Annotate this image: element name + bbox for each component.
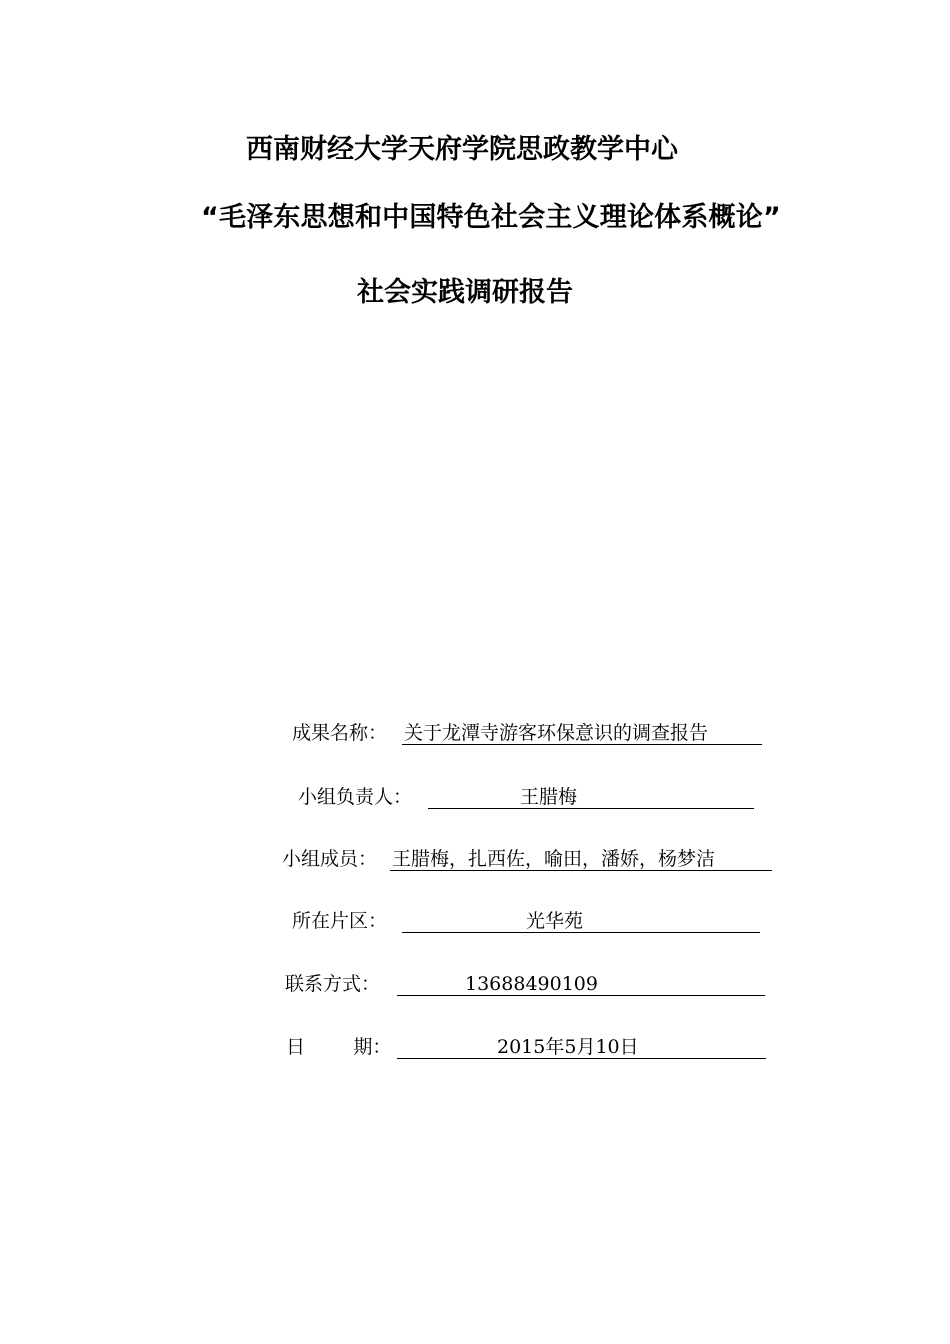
date-line xyxy=(397,1032,766,1062)
institution-title: 西南财经大学天府学院思政教学中心 xyxy=(246,134,678,165)
date-field xyxy=(286,1032,776,1062)
contact-field xyxy=(285,969,775,999)
achievement-name-label: 成果名称： xyxy=(292,722,388,744)
achievement-name-field xyxy=(292,718,772,748)
group-members-label: 小组成员： xyxy=(282,848,378,870)
date-label: 日 期： xyxy=(286,1036,392,1058)
group-members-line xyxy=(390,844,772,874)
course-title: “毛泽东思想和中国特色社会主义理论体系概论” xyxy=(201,202,781,233)
group-leader-value: 王腊梅 xyxy=(520,786,578,808)
group-members-field xyxy=(282,844,782,874)
report-title: 社会实践调研报告 xyxy=(357,277,573,308)
district-line xyxy=(402,906,760,936)
contact-line xyxy=(397,969,765,999)
date-value: 2015年5月10日 xyxy=(497,1036,639,1058)
group-leader-field xyxy=(298,782,768,812)
achievement-name-value: 关于龙潭寺游客环保意识的调查报告 xyxy=(404,722,709,744)
group-leader-line xyxy=(428,782,754,812)
achievement-name-line xyxy=(402,718,762,748)
district-field xyxy=(292,906,772,936)
contact-value: 13688490109 xyxy=(465,973,598,995)
group-leader-underline xyxy=(428,808,754,809)
group-members-value: 王腊梅，扎西佐，喻田，潘娇，杨梦洁 xyxy=(392,848,716,870)
district-label: 所在片区： xyxy=(292,910,388,932)
district-value: 光华苑 xyxy=(526,910,584,932)
contact-label: 联系方式： xyxy=(285,973,381,995)
group-leader-label: 小组负责人： xyxy=(298,786,413,808)
